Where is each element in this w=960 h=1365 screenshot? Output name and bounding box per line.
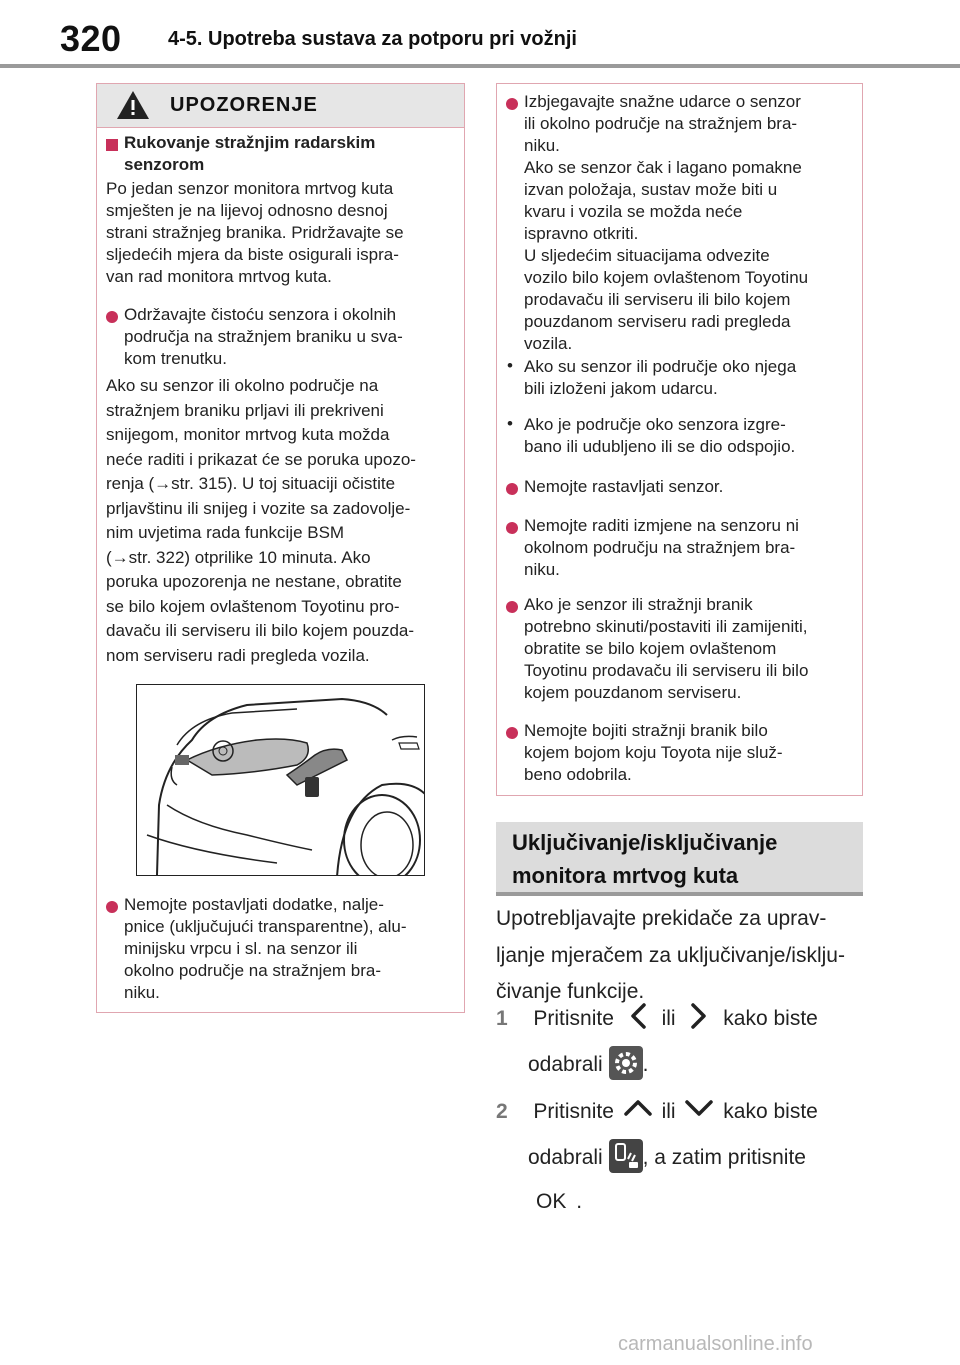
round-bullet (506, 483, 518, 495)
warning-subheading: Rukovanje stražnjim radarskim senzorom (124, 133, 376, 174)
step-number: 1 (496, 1007, 508, 1030)
section-intro: Upotrebljavajte prekidače za uprav- ljanje mjeračem za uključivanje/isklju- čivanje funkcije. (496, 907, 845, 1003)
square-bullet (106, 139, 118, 151)
warning-header (97, 84, 464, 128)
round-bullet (506, 98, 518, 110)
car-rear-bumper-drawing (137, 685, 425, 876)
section-heading-rule (496, 892, 863, 896)
round-bullet (506, 601, 518, 613)
header-rule (0, 64, 960, 68)
blind-spot-monitor-icon (609, 1139, 643, 1173)
step-1-continued: odabrali . (528, 1046, 648, 1084)
warning-paragraph-dirty-sensor: Ako su senzor ili okolno područje na stražnjem braniku prljavi ili prekriveni snijegom, monitor mrtvog kuta možda neće raditi i prikazat će se poruka upozo- renja (→str. 315). U toj situaciji očistite prljavštinu ili snijeg i vozite sa zadovolje- nim uvjetima rada funkcije BSM (→str. 322) otprilike 10 minuta. Ako poruka upozorenja ne nestane, obratite se bilo kojem ovlaštenom Toyotinu pro- davaču ili serviseru ili bilo kojem pouzda- nom serviseru radi pregleda vozila. (106, 376, 416, 665)
warning-title: UPOZORENJE (170, 94, 318, 116)
step-1: 1 Pritisnite ili kako biste (496, 1001, 818, 1038)
chevron-left-icon (620, 1003, 656, 1029)
chevron-right-icon (681, 1003, 717, 1029)
section-title: 4-5. Upotreba sustava za potporu pri vožnji (168, 28, 577, 50)
chevron-up-icon (620, 1094, 656, 1120)
step-2-continued: odabrali , a zatim pritisnite (528, 1139, 806, 1177)
round-bullet (106, 901, 118, 913)
warning-intro: Po jedan senzor monitora mrtvog kuta smješten je na lijevoj odnosno desnoj strani stražnjeg branika. Pridržavajte se sljedećih mjera da biste osigurali ispra- van rad monitora mrtvog kuta. (106, 179, 404, 286)
section-heading: Uključivanje/isključivanje monitora mrtvog kuta (512, 830, 778, 888)
car-rear-illustration (136, 684, 425, 876)
dot-bullet: • (507, 356, 513, 375)
dot-item-impact: Ako su senzor ili područje oko njega bili izloženi jakom udarcu. (524, 357, 797, 398)
bullet-item-no-modifications: Nemojte raditi izmjene na senzoru ni okolnom području na stražnjem bra- niku. (524, 516, 799, 579)
bullet-item-no-accessories: Nemojte postavljati dodatke, nalje- pnice (uključujući transparentne), alu- minijsku vrpcu i sl. na senzor ili okolno područje na stražnjem bra- niku. (124, 895, 407, 1002)
warning-box-left (96, 83, 465, 1013)
round-bullet (506, 727, 518, 739)
chevron-down-icon (681, 1094, 717, 1120)
bullet-item-cleanliness: Održavajte čistoću senzora i okolnih područja na stražnjem braniku u sva- kom trenutku. (124, 305, 403, 368)
dot-item-scratched: Ako je područje oko senzora izgre- bano ili udubljeno ili se dio odspojio. (524, 415, 796, 456)
step-2-ok: OK . (532, 1184, 582, 1221)
round-bullet (106, 311, 118, 323)
page-number: 320 (60, 18, 122, 59)
step-2: 2 Pritisnite ili kako biste (496, 1094, 818, 1131)
watermark: carmanualsonline.info (618, 1333, 813, 1355)
bullet-item-avoid-impacts: Izbjegavajte snažne udarce o senzor ili okolno područje na stražnjem bra- niku. Ako se senzor čak i lagano pomakne izvan položaja, sustav može biti u kvaru i vozila se možda neće ispravno otkriti. U sljedećim situacijama odvezite vozilo bilo kojem ovlaštenom Toyotinu prodavaču ili serviseru ili bilo kojem pouzdanom serviseru radi pregleda vozila. (524, 92, 809, 353)
warning-triangle-icon (115, 88, 151, 122)
dot-bullet: • (507, 414, 513, 433)
round-bullet (506, 522, 518, 534)
bullet-item-bumper-removal: Ako je senzor ili stražnji branik potrebno skinuti/postaviti ili zamijeniti, obratite se bilo kojem ovlaštenom Toyotinu prodavaču ili serviseru ili bilo kojem pouzdanom serviseru. (524, 595, 809, 702)
ok-button-label: OK (536, 1190, 567, 1213)
bullet-item-no-disassembly: Nemojte rastavljati senzor. (524, 477, 724, 496)
step-number: 2 (496, 1100, 508, 1123)
bullet-item-no-paint: Nemojte bojiti stražnji branik bilo kojem bojom koju Toyota nije služ- beno odobrila. (524, 721, 783, 784)
warning-box-right (496, 83, 863, 796)
gear-icon (609, 1046, 643, 1080)
